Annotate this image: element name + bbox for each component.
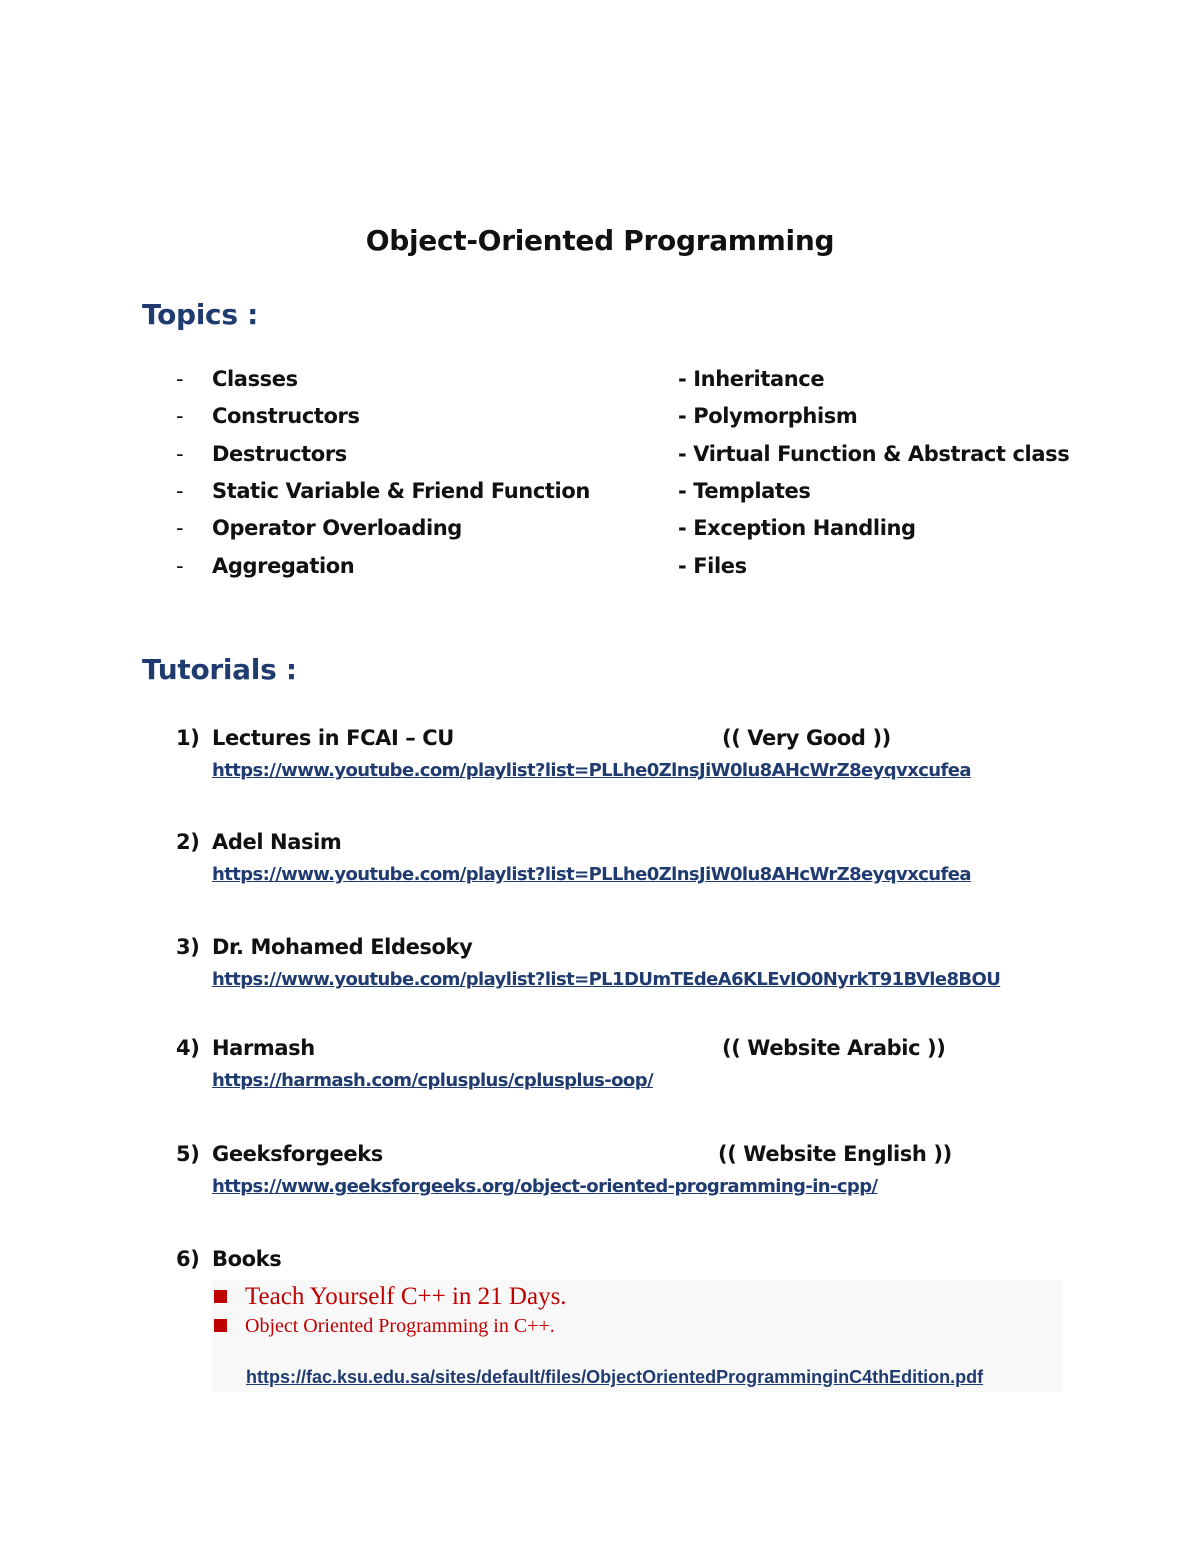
topic-row — [0, 367, 1200, 397]
topic-row — [0, 442, 1200, 472]
tutorial-number: 2) — [176, 830, 200, 854]
book-title: Object Oriented Programming in C++. — [245, 1315, 555, 1337]
topic-row — [0, 479, 1200, 509]
tutorial-note: (( Website Arabic )) — [722, 1036, 946, 1060]
topic-row — [0, 404, 1200, 434]
topic-left-label: Classes — [212, 367, 298, 391]
tutorial-link[interactable]: https://www.youtube.com/playlist?list=PL1DUmTEdeA6KLEvIO0NyrkT91BVle8BOU — [212, 969, 1001, 990]
topic-left-label: Static Variable & Friend Function — [212, 479, 590, 503]
topic-left-label: Aggregation — [212, 554, 355, 578]
topic-row — [0, 554, 1200, 584]
book-item — [214, 1283, 567, 1311]
square-bullet-icon — [214, 1319, 227, 1332]
book-title: Teach Yourself C++ in 21 Days. — [245, 1283, 567, 1310]
tutorial-link[interactable]: https://harmash.com/cplusplus/cplusplus-oop/ — [212, 1070, 653, 1091]
book-pdf-link[interactable]: https://fac.ksu.edu.sa/sites/default/files/ObjectOrientedProgramminginC4thEdition.pdf — [246, 1367, 984, 1387]
topic-dash: - — [176, 479, 184, 503]
tutorial-link[interactable]: https://www.geeksforgeeks.org/object-oriented-programming-in-cpp/ — [212, 1176, 878, 1197]
square-bullet-icon — [214, 1290, 227, 1303]
tutorial-link[interactable]: https://www.youtube.com/playlist?list=PLLhe0ZlnsJiW0lu8AHcWrZ8eyqvxcufea — [212, 864, 971, 885]
tutorial-name: Dr. Mohamed Eldesoky — [212, 935, 473, 959]
tutorial-name: Geeksforgeeks — [212, 1142, 383, 1166]
topic-left-label: Constructors — [212, 404, 360, 428]
book-item — [214, 1315, 555, 1338]
topic-right-label: - Templates — [678, 479, 811, 503]
tutorial-number: 6) — [176, 1247, 200, 1271]
tutorial-name: Harmash — [212, 1036, 315, 1060]
topic-right-label: - Exception Handling — [678, 516, 916, 540]
topic-dash: - — [176, 442, 184, 466]
tutorial-name: Books — [212, 1247, 282, 1271]
topic-dash: - — [176, 554, 184, 578]
tutorial-number: 5) — [176, 1142, 200, 1166]
tutorial-number: 4) — [176, 1036, 200, 1060]
tutorials-heading: Tutorials : — [142, 653, 297, 686]
topic-row — [0, 516, 1200, 546]
topic-dash: - — [176, 404, 184, 428]
topic-dash: - — [176, 516, 184, 540]
topic-right-label: - Polymorphism — [678, 404, 858, 428]
tutorial-note: (( Very Good )) — [722, 726, 891, 750]
tutorial-link[interactable]: https://www.youtube.com/playlist?list=PLLhe0ZlnsJiW0lu8AHcWrZ8eyqvxcufea — [212, 760, 971, 781]
tutorial-name: Adel Nasim — [212, 830, 342, 854]
tutorial-number: 1) — [176, 726, 200, 750]
topic-left-label: Operator Overloading — [212, 516, 462, 540]
topic-dash: - — [176, 367, 184, 391]
topics-heading: Topics : — [142, 298, 259, 331]
topic-right-label: - Virtual Function & Abstract class — [678, 442, 1070, 466]
tutorial-number: 3) — [176, 935, 200, 959]
page-title: Object-Oriented Programming — [365, 224, 835, 257]
topic-right-label: - Inheritance — [678, 367, 825, 391]
tutorial-note: (( Website English )) — [718, 1142, 952, 1166]
topic-left-label: Destructors — [212, 442, 347, 466]
tutorial-name: Lectures in FCAI – CU — [212, 726, 454, 750]
topic-right-label: - Files — [678, 554, 747, 578]
